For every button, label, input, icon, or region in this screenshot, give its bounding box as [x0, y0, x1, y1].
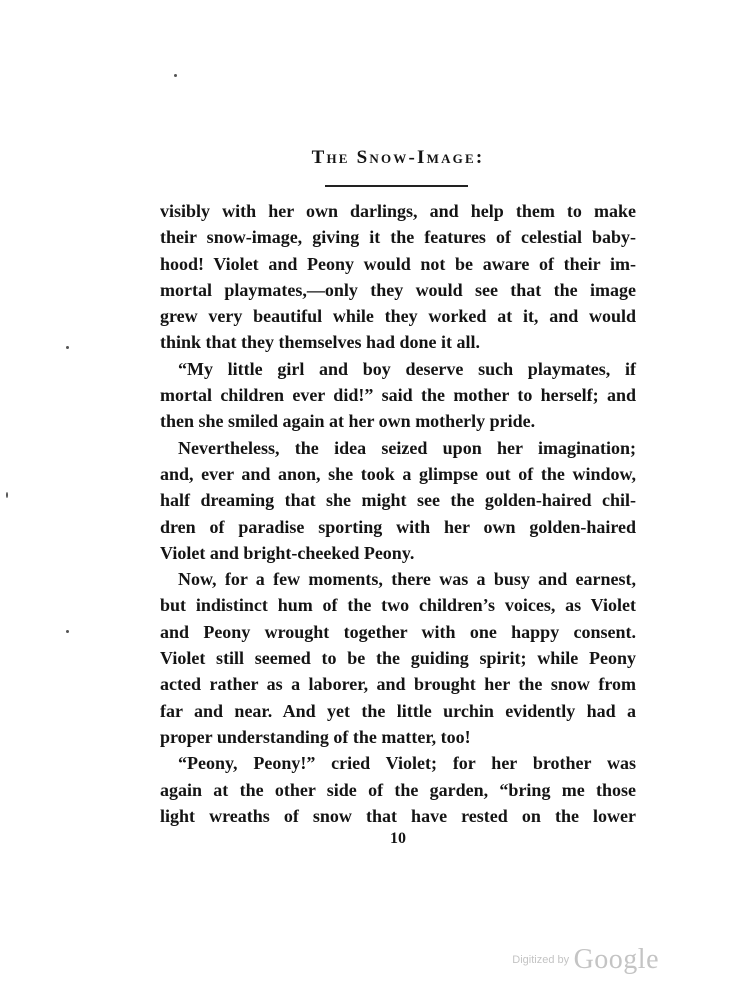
- text-line: far and near. And yet the little urchin evidently had a: [160, 700, 636, 721]
- text-line: and Peony wrought together with one happy consent.: [160, 621, 636, 642]
- text-line: visibly with her own darlings, and help them to make: [160, 201, 636, 221]
- text-line: half dreaming that she might see the golden-haired chil-: [160, 490, 636, 511]
- text-line: Violet still seemed to be the guiding spirit; while Peony: [160, 648, 636, 669]
- text-line: acted rather as a laborer, and brought her the snow from: [160, 674, 636, 695]
- margin-speck: [6, 492, 8, 498]
- watermark-prefix: Digitized by: [512, 954, 570, 966]
- page-number: 10: [390, 830, 406, 847]
- text-line: light wreaths of snow that have rested on the lower: [160, 805, 636, 826]
- text-line: “Peony, Peony!” cried Violet; for her brother was: [178, 753, 636, 774]
- text-line: think that they themselves had done it all.: [160, 332, 481, 353]
- running-head: The Snow-Image:: [311, 147, 485, 168]
- text-line: Violet and bright-cheeked Peony.: [160, 542, 415, 563]
- margin-speck: [66, 346, 69, 349]
- text-line: dren of paradise sporting with her own golden-haired: [160, 516, 636, 537]
- text-line: proper understanding of the matter, too!: [160, 726, 471, 747]
- margin-speck: [66, 630, 69, 633]
- watermark-brand: Google: [573, 944, 659, 975]
- head-rule: [325, 185, 468, 187]
- margin-speck: [174, 74, 177, 77]
- text-line: and, ever and anon, she took a glimpse out of the window,: [160, 463, 636, 484]
- text-line: mortal children ever did!” said the mother to herself; and: [160, 385, 636, 406]
- text-line: again at the other side of the garden, “bring me those: [160, 779, 636, 800]
- text-line: Now, for a few moments, there was a busy and earnest,: [178, 569, 636, 590]
- text-line: “My little girl and boy deserve such playmates, if: [178, 358, 636, 379]
- text-line: Nevertheless, the idea seized upon her imagination;: [178, 437, 636, 458]
- text-line: their snow-image, giving it the features of celestial baby-: [160, 227, 636, 248]
- digitized-watermark: [512, 944, 659, 976]
- text-line: mortal playmates,—only they would see that the image: [160, 279, 636, 300]
- body-text: [160, 198, 636, 829]
- text-line: hood! Violet and Peony would not be aware of their im-: [160, 253, 636, 274]
- text-line: grew very beautiful while they worked at it, and would: [160, 306, 636, 327]
- text-line: then she smiled again at her own motherly pride.: [160, 411, 536, 432]
- text-line: but indistinct hum of the two children’s voices, as Violet: [160, 595, 636, 616]
